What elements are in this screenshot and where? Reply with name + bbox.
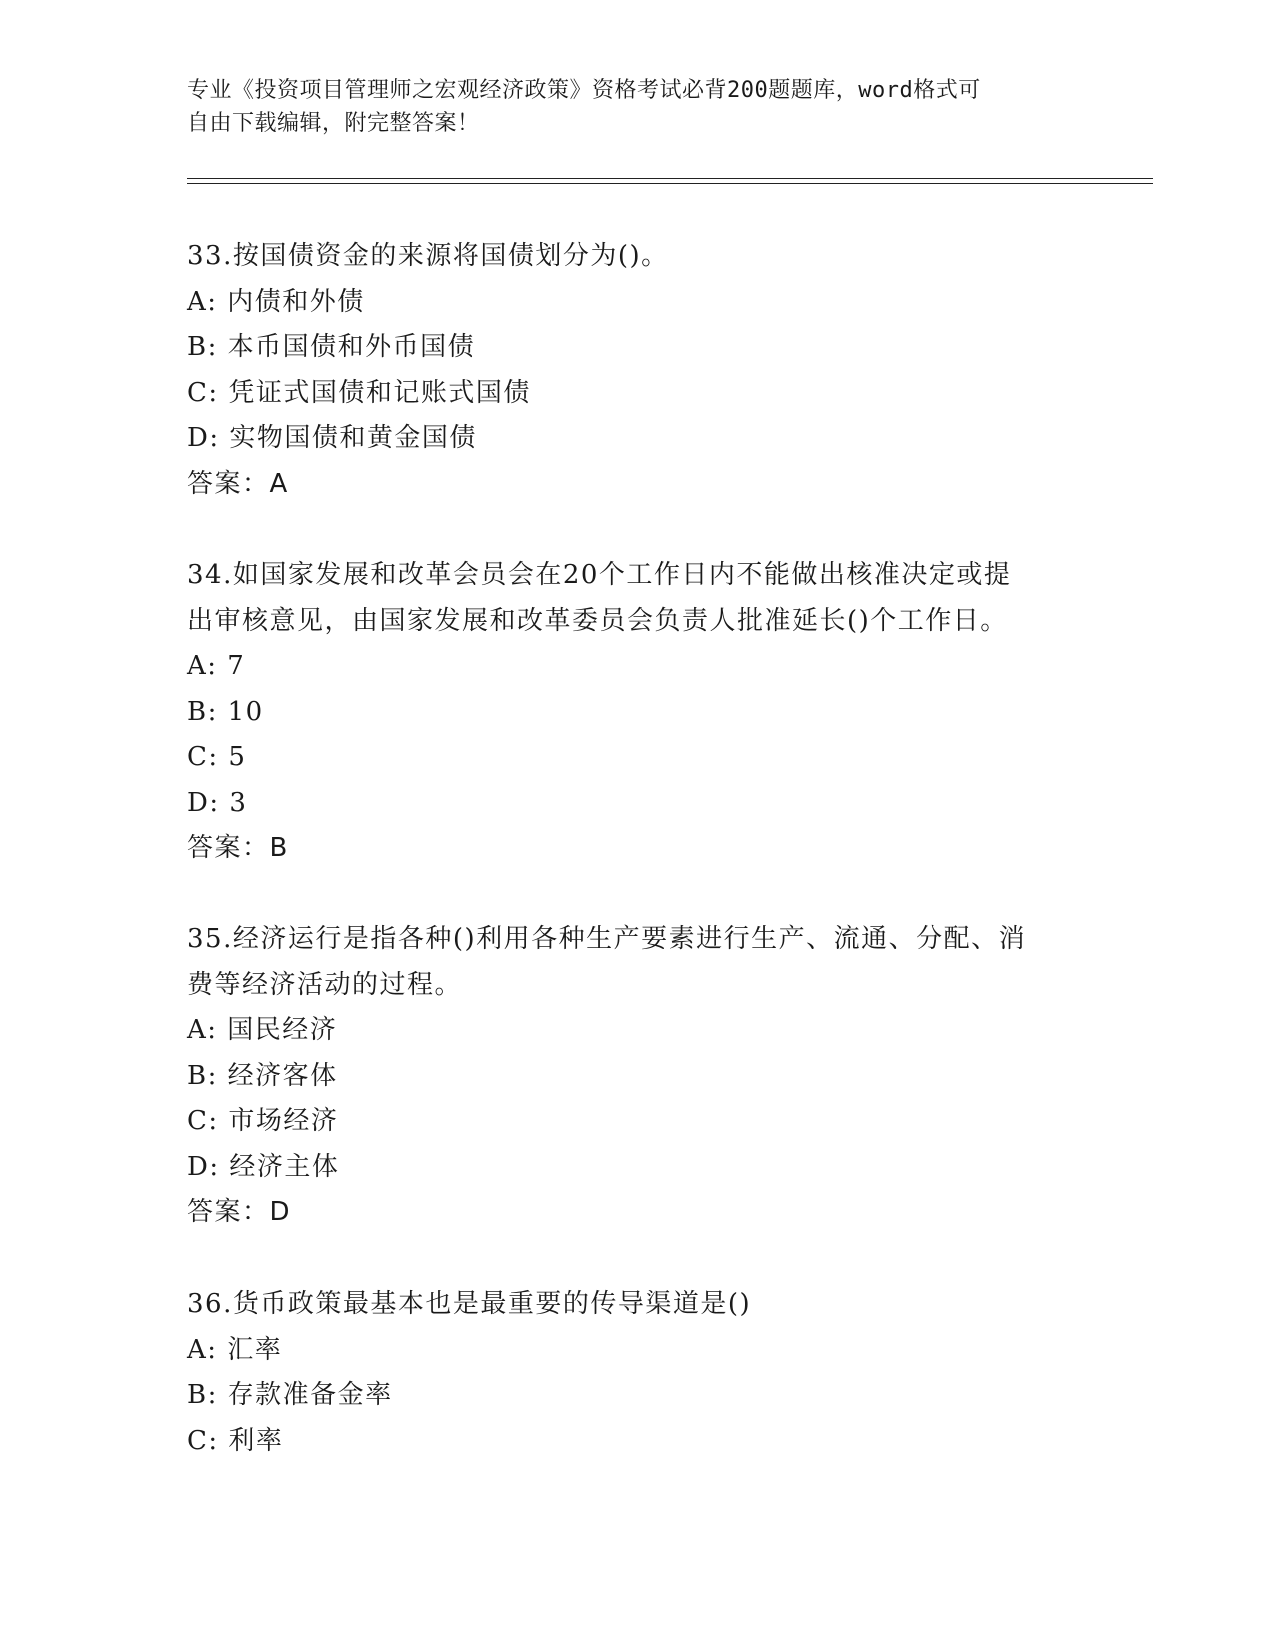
option-c: C: 市场经济 (187, 1106, 339, 1136)
option-b: B: 经济客体 (187, 1060, 338, 1091)
option-a: A: 汇率 (187, 1334, 283, 1365)
option-b: B: 存款准备金率 (187, 1380, 393, 1410)
header-divider-bottom (187, 183, 1153, 184)
option-b: B: 10 (187, 696, 264, 727)
option-a: A: 内债和外债 (187, 286, 365, 317)
answer-key: 答案：A (187, 468, 289, 499)
question-text-line-1: 34.如国家发展和改革会员会在20个工作日内不能做出核准决定或提 (187, 560, 1012, 590)
answer-key: 答案：D (187, 1197, 292, 1227)
header-line-1: 专业《投资项目管理师之宏观经济政策》资格考试必背200题题库，word格式可 (187, 78, 981, 103)
option-c: C: 凭证式国债和记账式国债 (187, 377, 531, 408)
question-34 (187, 553, 1087, 872)
option-c: C: 5 (187, 742, 247, 772)
question-text-line-1: 35.经济运行是指各种()利用各种生产要素进行生产、流通、分配、消 (187, 924, 1027, 954)
question-text: 33.按国债资金的来源将国债划分为()。 (187, 241, 669, 271)
question-text-line-2: 费等经济活动的过程。 (187, 969, 463, 1000)
option-d: D: 实物国债和黄金国债 (187, 423, 477, 453)
question-36 (187, 1282, 1087, 1464)
document-header (187, 74, 1087, 140)
option-a: A: 7 (187, 651, 246, 681)
question-text: 36.货币政策最基本也是最重要的传导渠道是() (187, 1289, 752, 1319)
option-c: C: 利率 (187, 1425, 284, 1456)
option-a: A: 国民经济 (187, 1015, 338, 1045)
option-d: D: 经济主体 (187, 1151, 340, 1182)
option-b: B: 本币国债和外币国债 (187, 332, 476, 362)
option-d: D: 3 (187, 787, 248, 818)
answer-key: 答案：B (187, 833, 289, 863)
header-divider-top (187, 178, 1153, 179)
question-35 (187, 917, 1087, 1236)
question-33 (187, 234, 1087, 507)
header-line-2: 自由下载编辑，附完整答案！ (187, 111, 480, 136)
question-text-line-2: 出审核意见，由国家发展和改革委员会负责人批准延长()个工作日。 (187, 605, 1008, 636)
